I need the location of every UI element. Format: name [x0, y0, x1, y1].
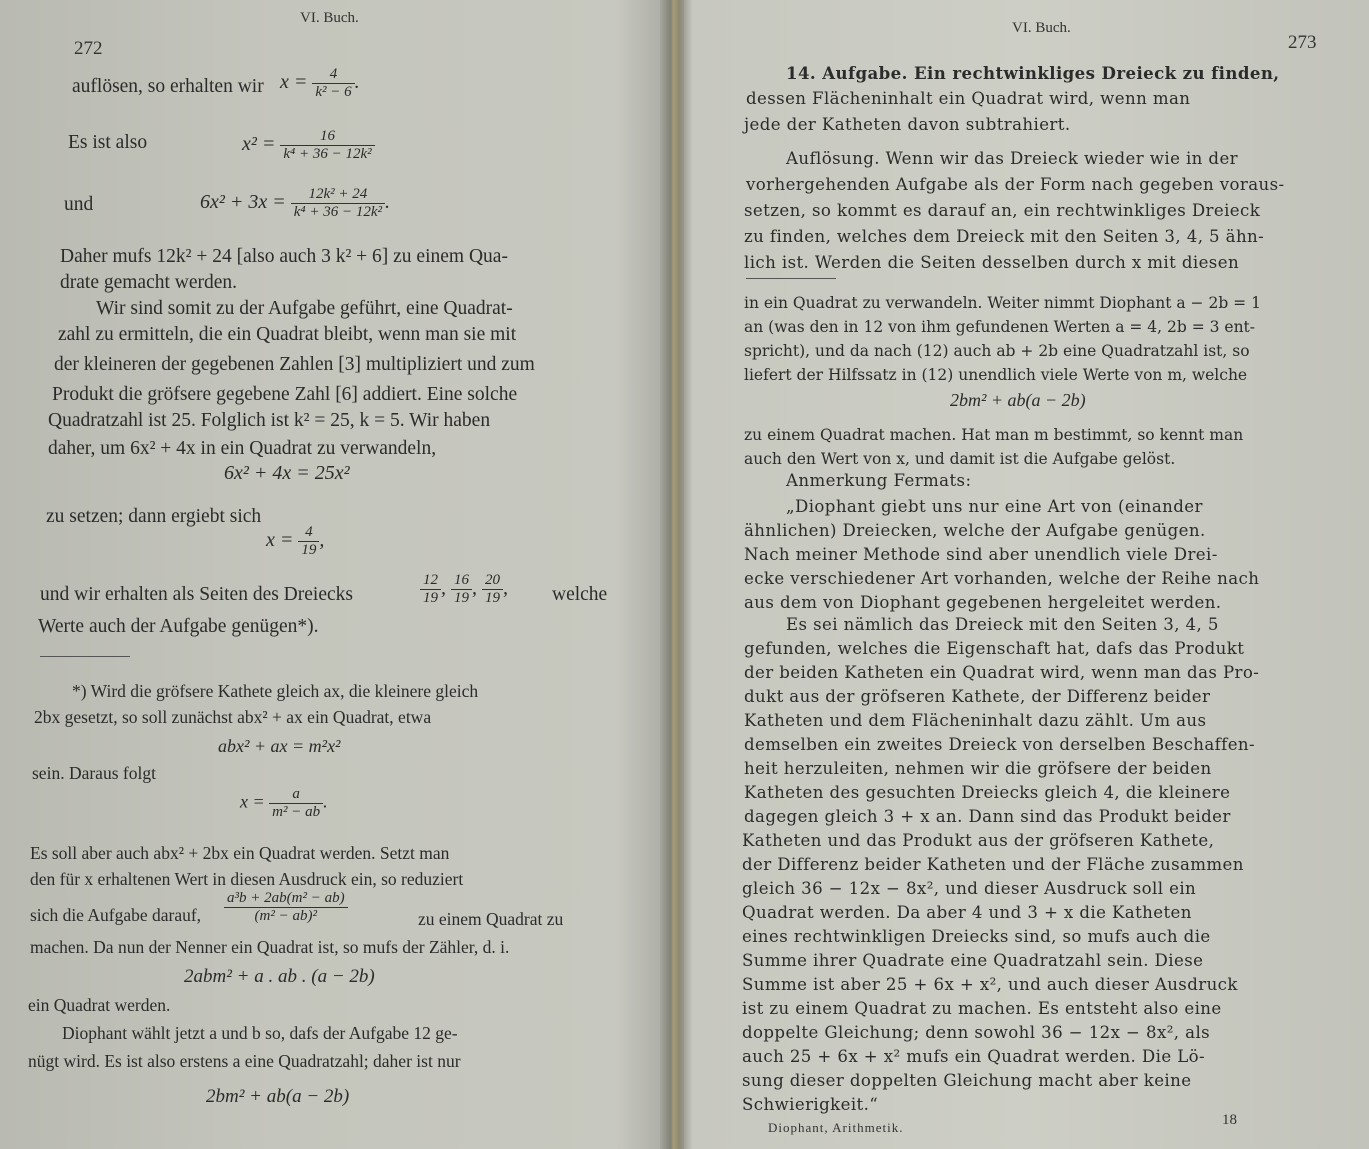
text-line: Es sei nämlich das Dreieck mit den Seiten 3, 4, 5 — [786, 615, 1219, 634]
footnote-line: Es soll aber auch abx² + 2bx ein Quadrat werden. Setzt man — [30, 843, 450, 863]
text-line: Es ist also — [68, 132, 148, 153]
footer-title: Diophant, Arithmetik. — [768, 1120, 904, 1135]
text-line: lich ist. Werden die Seiten desselben durch x mit diesen — [744, 253, 1240, 272]
page-number: 273 — [1288, 32, 1317, 53]
book-gutter — [660, 0, 684, 1149]
footnote-line: *) Wird die gröfsere Kathete gleich ax, die kleinere gleich — [72, 681, 479, 701]
text-line: auflösen, so erhalten wir — [72, 76, 264, 97]
text-line: welche — [552, 584, 608, 605]
footnote-line: in ein Quadrat zu verwandeln. Weiter nimmt Diophant a − 2b = 1 — [744, 294, 1261, 312]
footnote-line: spricht), und da nach (12) auch ab + 2b eine Quadratzahl ist, so — [744, 342, 1250, 360]
footnote-line: 2bx gesetzt, so soll zunächst abx² + ax ein Quadrat, etwa — [34, 707, 432, 727]
footnote-equation: x = $\frac{a}{\text{m² − ab}}$ . — [240, 786, 328, 820]
right-page — [738, 0, 1348, 1149]
text-line: Auflösung. Wenn wir das Dreieck wieder wie in der — [786, 149, 1239, 168]
footnote-equation: 2abm² + a . ab . (a − 2b) — [184, 966, 375, 987]
text-line: und — [64, 194, 94, 215]
footnote-divider — [40, 656, 130, 657]
footnote-line: an (was den in 12 von ihm gefundenen Werten a = 4, 2b = 3 ent- — [744, 318, 1256, 336]
text-line: Katheten und das Produkt aus der gröfseren Kathete, — [742, 831, 1215, 850]
text-line: heit herzuleiten, nehmen wir die gröfsere der beiden — [744, 759, 1212, 778]
footnote-line: liefert der Hilfssatz in (12) unendlich viele Werte von m, welche — [744, 366, 1248, 384]
footnote-line: den für x erhaltenen Wert in diesen Ausdruck ein, so reduziert — [30, 869, 464, 889]
footnote-equation: abx² + ax = m²x² — [218, 736, 341, 756]
equation: x = $\frac{4}{\text{k² − 6}}$ . — [280, 66, 360, 100]
text-line: Wir sind somit zu der Aufgabe geführt, eine Quadrat- — [96, 298, 513, 319]
text-line: Werte auch der Aufgabe genügen*). — [38, 616, 319, 637]
text-line: demselben ein zweites Dreieck von derselben Beschaffen- — [744, 735, 1256, 754]
equation: 6x² + 3x = $\frac{\text{12k² + 24}}{\text{k⁴ + 36 − 12k²}}$ . — [200, 186, 391, 220]
text-line: Produkt die gröfsere gegebene Zahl [6] addiert. Eine solche — [52, 384, 518, 405]
text-line: sung dieser doppelten Gleichung macht aber keine — [742, 1071, 1192, 1090]
equation: x = $\frac{4}{19}$ , — [266, 524, 325, 558]
signature-mark: 18 — [1222, 1112, 1237, 1128]
footnote-line: zu einem Quadrat zu — [418, 909, 564, 929]
page-number: 272 — [74, 38, 103, 59]
text-line: Quadratzahl ist 25. Folglich ist k² = 25, k = 5. Wir haben — [48, 410, 491, 431]
text-line: jede der Katheten davon subtrahiert. — [744, 115, 1071, 134]
text-line: ecke verschiedener Art vorhanden, welche der Reihe nach — [744, 569, 1260, 588]
text-line: Quadrat werden. Da aber 4 und 3 + x die Katheten — [742, 903, 1192, 922]
footnote-line: nügt wird. Es ist also erstens a eine Quadratzahl; daher ist nur — [28, 1051, 461, 1071]
text-line: drate gemacht werden. — [60, 272, 238, 293]
text-line: Schwierigkeit.“ — [742, 1095, 879, 1114]
text-line: der beiden Katheten ein Quadrat wird, wenn man das Pro- — [744, 663, 1260, 682]
text-line: vorhergehenden Aufgabe als der Form nach gegeben voraus- — [746, 175, 1285, 194]
running-head: VI. Buch. — [300, 10, 359, 26]
footnote-line: zu einem Quadrat machen. Hat man m bestimmt, so kennt man — [744, 426, 1244, 444]
text-line: gefunden, welches die Eigenschaft hat, dafs das Produkt — [744, 639, 1245, 658]
text-line: setzen, so kommt es darauf an, ein rechtwinkliges Dreieck — [744, 201, 1261, 220]
text-line: dukt aus der gröfseren Kathete, der Differenz beider — [744, 687, 1211, 706]
text-line: „Diophant giebt uns nur eine Art von (einander — [786, 497, 1203, 516]
running-head: VI. Buch. — [1012, 20, 1071, 36]
footnote-divider — [746, 278, 836, 279]
text-line: ähnlichen) Dreiecken, welche der Aufgabe genügen. — [744, 521, 1206, 540]
text-line: Summe ist aber 25 + 6x + x², und auch dieser Ausdruck — [742, 975, 1238, 994]
text-line: Summe ihrer Quadrate eine Quadratzahl sein. Diese — [742, 951, 1204, 970]
text-line: der Differenz beider Katheten und der Fläche zusammen — [742, 855, 1244, 874]
equation: 6x² + 4x = 25x² — [224, 462, 350, 484]
equation: x² = $\frac{16}{\text{k⁴ + 36 − 12k²}}$ — [242, 128, 375, 163]
side-fractions: $\frac{12}{19}$ , $\frac{16}{19}$ , $\frac{20}{19}$ , — [420, 572, 508, 607]
text-line: Katheten und dem Flächeninhalt dazu zählt. Um aus — [744, 711, 1207, 730]
text-line: eines rechtwinkligen Dreiecks sind, so mufs auch die — [742, 927, 1211, 946]
text-line: zu finden, welches dem Dreieck mit den Seiten 3, 4, 5 ähn- — [744, 227, 1265, 246]
text-line: daher, um 6x² + 4x in ein Quadrat zu verwandeln, — [48, 438, 437, 459]
text-line: ist zu einem Quadrat zu machen. Es entsteht also eine — [742, 999, 1222, 1018]
text-line: dessen Flächeninhalt ein Quadrat wird, wenn man — [746, 89, 1191, 108]
footnote-line: Diophant wählt jetzt a und b so, dafs der Aufgabe 12 ge- — [62, 1023, 458, 1043]
footnote-line: ein Quadrat werden. — [28, 995, 171, 1015]
text-line: zu setzen; dann ergiebt sich — [46, 506, 262, 527]
left-page — [28, 0, 638, 1149]
footnote-line: auch den Wert von x, und damit ist die Aufgabe gelöst. — [744, 450, 1176, 468]
text-line: dagegen gleich 3 + x an. Dann sind das Produkt beider — [744, 807, 1231, 826]
text-line: Daher mufs 12k² + 24 [also auch 3 k² + 6] zu einem Qua- — [60, 246, 508, 267]
text-line: Anmerkung Fermats: — [786, 471, 972, 490]
footnote-line: sein. Daraus folgt — [32, 763, 156, 783]
text-line: aus dem von Diophant gegebenen hergeleitet werden. — [744, 593, 1222, 612]
footnote-equation: 2bm² + ab(a − 2b) — [206, 1086, 350, 1107]
text-line: auch 25 + 6x + x² mufs ein Quadrat werden. Die Lö- — [742, 1047, 1206, 1066]
text-line: Katheten des gesuchten Dreiecks gleich 4, die kleinere — [744, 783, 1231, 802]
text-line: gleich 36 − 12x − 8x², und dieser Ausdruck soll ein — [742, 879, 1197, 898]
footnote-line: sich die Aufgabe darauf, — [30, 905, 202, 925]
text-line: zahl zu ermitteln, die ein Quadrat bleibt, wenn man sie mit — [58, 324, 517, 345]
text-line: der kleineren der gegebenen Zahlen [3] multipliziert und zum — [54, 354, 535, 375]
footnote-line: machen. Da nun der Nenner ein Quadrat ist, so mufs der Zähler, d. i. — [30, 937, 510, 957]
text-line: doppelte Gleichung; denn sowohl 36 − 12x − 8x², als — [742, 1023, 1211, 1042]
text-line: 14. Aufgabe. Ein rechtwinkliges Dreieck zu finden, — [786, 63, 1280, 83]
text-line: und wir erhalten als Seiten des Dreiecks — [40, 584, 353, 605]
footnote-equation: 2bm² + ab(a − 2b) — [950, 390, 1086, 410]
footnote-equation: $\frac{\text{a³b + 2ab(m² − ab)}}{\text{(m² − ab)²}}$ — [224, 890, 348, 925]
text-line: Nach meiner Methode sind aber unendlich viele Drei- — [744, 545, 1218, 564]
